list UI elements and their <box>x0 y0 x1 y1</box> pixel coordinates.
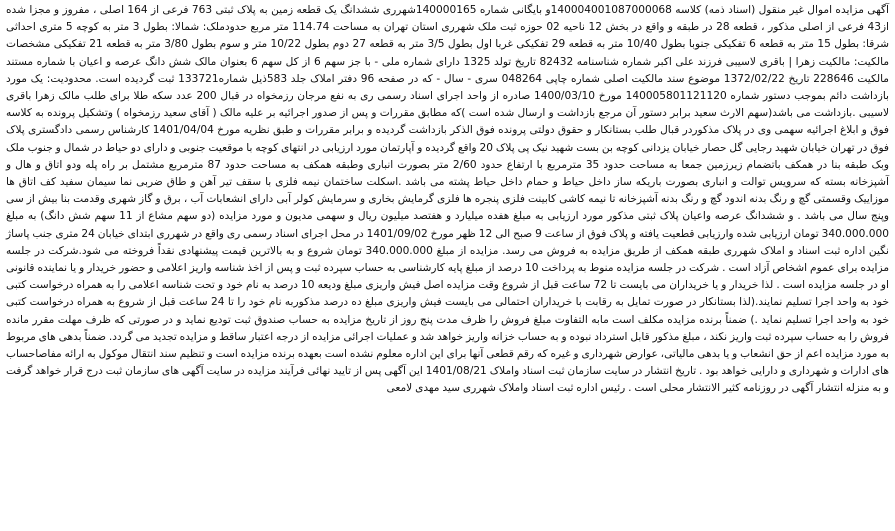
auction-notice-text: آگهی مزایده اموال غیر منقول (اسناد ذمه) کلاسه 140004001087000068و بایگانی شماره 140000165شهرری ششدانگ یک قطعه زمین به پلاک ثبتی 763 فرعی از 164 اصلی ، مفروز و مجزا شده از43 فرعی از اصلی مذکور ، قطعه 28 در طبقه و واقع در بخش 12 ناحیه 02 حوزه ثبت ملک شهرری استان تهران به مساحت 114.74 متر مربع حدودملک: شمالا: بطول 3 متر به کوچه 5 متری احداثی شرقا: بطول 15 متر به قطعه 6 تفکیکی جنوبا بطول 10/40 متر به قطعه 29 تفکیکی غربا اول بطول 3/5 متر به قطعه 27 دوم بطول 10/22 متر و سوم بطول 3/80 متر به قطعه 21 تفکیکی مشخصات مالکیت: مالکیت زهرا | باقری لاسیبی فرزند علی اکبر شماره شناسنامه 82432 تاریخ تولد 1325 دارای شماره ملی - با جز سهم 6 از کل سهم 6 بعنوان مالک شش دانگ عرصه و اعیان با شماره مستند مالکیت 228646 تاریخ 1372/02/22 موضوع سند مالکیت اصلی شماره چاپی 048264 سری - سال - که در صفحه 96 دفتر املاک جلد 583ذیل شماره133721 ثبت گردیده است. محدودیت: یک مورد بازداشت دائم بموجب دستور شماره 140005801121120 مورخ 1400/03/10 صادره از واحد اجرای اسناد رسمی ری به نفع مرجان رزمخواه در قبال 200 عدد سکه طلا برای طلب مالک زهرا باقری لاسیبی .بازداشت می باشد(سهم الارث سعید برابر دستور آن مرجع بازداشت و ارسال شده است )که مطابق مقررات و پس از صدور اجرائیه بر علیه مالک ( آقای سعید رزمخواه ) وتشکیل پرونده به کلاسه فوق و ابلاغ اجرائیه سهمی وی در پلاک مذکوردر قبال طلب بستانکار و حقوق دولتی پرونده فوق الذکر بازداشت گردیده و برابر مقررات و طبق نظریه مورخ 1401/04/04 کارشناس رسمی دادگستری پلاک فوق در تهران خیابان شهید رجایی گل حصار خیابان یزدانی کوچه بن بست شهید نیک پی پلاک 20 واقع گردیده و آپارتمان مورد ارزیابی در انتهای کوچه با موقعیت جنوبی و دارای دو حیاط در شمال و جنوب ملک وبک طبقه بنا در همکف باتضمام زیرزمین جمعا به مساحت حدود 35 مترمربع با ارتفاع حدود 2/60 متر بصورت انباری وطبقه همکف به مساحت حدود 87 مترمربع مشتمل بر راه پله ودو اتاق و هال و آشپزخانه بسته که سرویس توالت و انباری بصورت باریکه ساز داخل حیاط و حمام داخل حیاط پشته می باشد .اسکلت ساختمان نیمه فلزی با سقف تیر آهن و طاق ضربی نما سیمان سفید کف اتاق ها موزاییک وقسمتی گچ و رنگ بدنه اندود گچ و رنگ بدنه آشپزخانه تا نیمه کاشی کابینت فلزی پنجره ها فلزی گرمایش بخاری و سرمایش کولر آبی دارای انشعابات آب ، برق و گاز شهری وقدمت بنا بیش از سی وپنج سال می باشد . و ششدانگ عرصه واعیان پلاک ثبتی مذکور مورد ارزیابی به مبلغ هفده میلیارد و هفتصد میلیون ریال و سهمی مدیون و مورد مزایده (دو سهم مشاع از 11 سهم شش دانگ) به مبلغ 340.000.000 تومان ارزیابی شده وارزیابی قطعیت یافته و پلاک فوق از ساعت 9 صبح الی 12 ظهر مورخ 1401/09/02 در محل اجرای اسناد رسمی ری واقع در شهرری ابتدای خیابان 24 متری جنب پاساژ نگین اداره ثبت اسناد و املاک شهرری طبقه همکف از طریق مزایده به فروش می رسد. مزایده از مبلغ 340.000.000 تومان شروع و به بالاترین قیمت پیشنهادی نقداً فروخته می شود.شرکت در جلسه مزایده برای عموم اشخاص آزاد است . شرکت در جلسه مزایده منوط به پرداخت 10 درصد از مبلغ پایه کارشناسی به حساب سپرده ثبت و پس از اخذ شناسه واریز اعلامی و حضور خریدار و یا نماینده قانونی او در جلسه مزایده است . لذا خریدار و یا خریداران می بایست تا 72 ساعت قبل از شروع وقت مزایده اصل فیش واریزی مبلغ ودیعه 10 درصد به نام خود و تحت شناسه اعلامی را به همراه درخواست کتبی خود به واحد اجرا تسلیم نمایند.(لذا بستانکار در صورت تمایل به رقابت با خریداران احتمالی می بایست فیش واریزی مبلغ ده درصد مذکوربه نام خود را تا 24 ساعت قبل از شروع به همراه درخواست کتبی خود به واحد اجرا تسلیم نماید .) ضمناً برنده مزایده مکلف است مابه التفاوت مبلغ فروش را ظرف مدت پنج روز از تاریخ مزایده به حساب صندوق ثبت تودیع نماید و در صورتی که ظرف مهلت مقرر مانده فروش را به حساب سپرده ثبت واریز نکند ، مبلغ مذکور قابل استرداد نبوده و به حساب خزانه واریز خواهد شد و عملیات اجرائی مزایده از درجه اعتبار ساقط و مزایده تجدید می گردد. ضمناً بدهی های مربوط به مورد مزایده اعم از حق انشعاب و یا بدهی مالیاتی، عوارض شهرداری و غیره که رقم قطعی آنها برای این اداره معلوم نشده است بعهده برنده مزایده است و تنظیم سند انتقال موکول به ارائه مفاصاحساب های ادارات و شهرداری و دارایی خواهد بود . تاریخ انتشار در سایت سازمان ثبت اسناد واملاک 1401/08/21 این آگهی پس از تایید نهائی فرآیند مزایده در سایت آگهی های سازمان ثبت درج قرار خواهد گرفت و به منزله انتشار آگهی در روزنامه کثیر الانتشار محلی است . رئیس اداره ثبت اسناد واملاک شهرری سید مهدی لامعی <box>6 4 890 395</box>
